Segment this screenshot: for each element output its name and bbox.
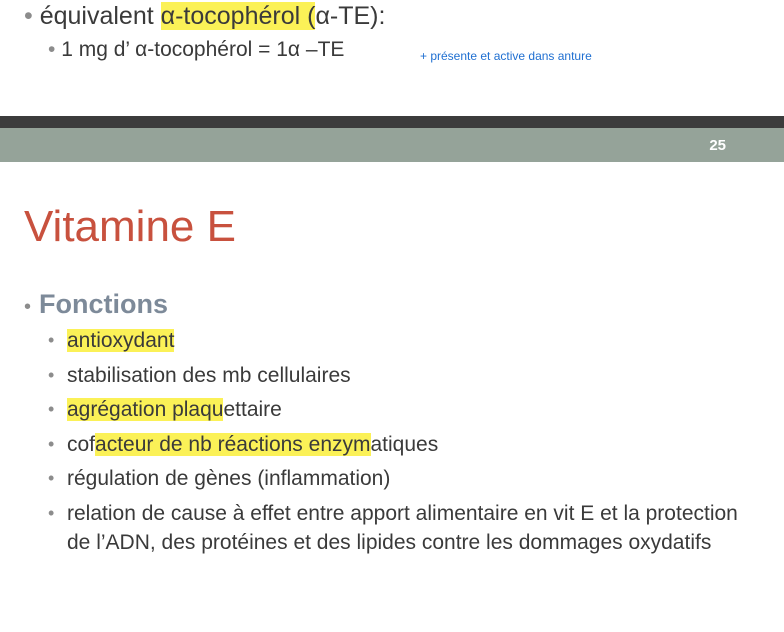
section-heading <box>24 288 168 323</box>
list-item <box>48 430 748 459</box>
function-list <box>48 326 748 563</box>
list-item <box>48 326 748 355</box>
bullet: • <box>48 399 55 420</box>
item-text: relation de cause à effet entre apport alimentaire en vit E et la protection de l’ADN, des protéines et des lipides contre les dommages oxydatifs <box>67 501 738 554</box>
highlighted-text: α-tocophérol ( <box>160 2 316 30</box>
bullet: • <box>48 468 55 489</box>
line-text: 1 mg d’ α-tocophérol = 1α –TE <box>61 38 345 61</box>
line-text: α-TE): <box>315 2 386 30</box>
line-text: équivalent <box>39 2 161 30</box>
heading-text: Fonctions <box>39 289 169 319</box>
item-text: cof <box>67 432 96 456</box>
previous-slide-fragment <box>0 0 784 116</box>
item-text: stabilisation des mb cellulaires <box>67 363 351 387</box>
list-item <box>48 361 748 390</box>
slide-header-band <box>0 128 784 162</box>
bullet: • <box>24 296 32 318</box>
equivalent-line <box>24 0 385 32</box>
bullet: • <box>48 433 55 454</box>
list-item <box>48 499 748 557</box>
bullet: • <box>48 502 55 523</box>
page-number: 25 <box>709 137 726 154</box>
slide-separator <box>0 116 784 128</box>
bullet: • <box>48 330 55 350</box>
item-text: ettaire <box>223 398 282 422</box>
list-item <box>48 464 748 493</box>
bullet: • <box>48 38 62 61</box>
list-item <box>48 395 748 424</box>
highlighted-text: antioxydant <box>67 329 175 352</box>
highlighted-text: agrégation plaqu <box>67 398 224 422</box>
conversion-line <box>48 36 344 64</box>
item-text: atiques <box>370 432 439 456</box>
bullet: • <box>24 2 40 30</box>
slide-title: Vitamine E <box>24 202 236 251</box>
bullet: • <box>48 364 55 385</box>
annotation-note: + présente et active dans anture <box>420 49 592 63</box>
item-text: régulation de gènes (inflammation) <box>67 467 391 491</box>
highlighted-text: acteur de nb réactions enzym <box>95 432 371 456</box>
